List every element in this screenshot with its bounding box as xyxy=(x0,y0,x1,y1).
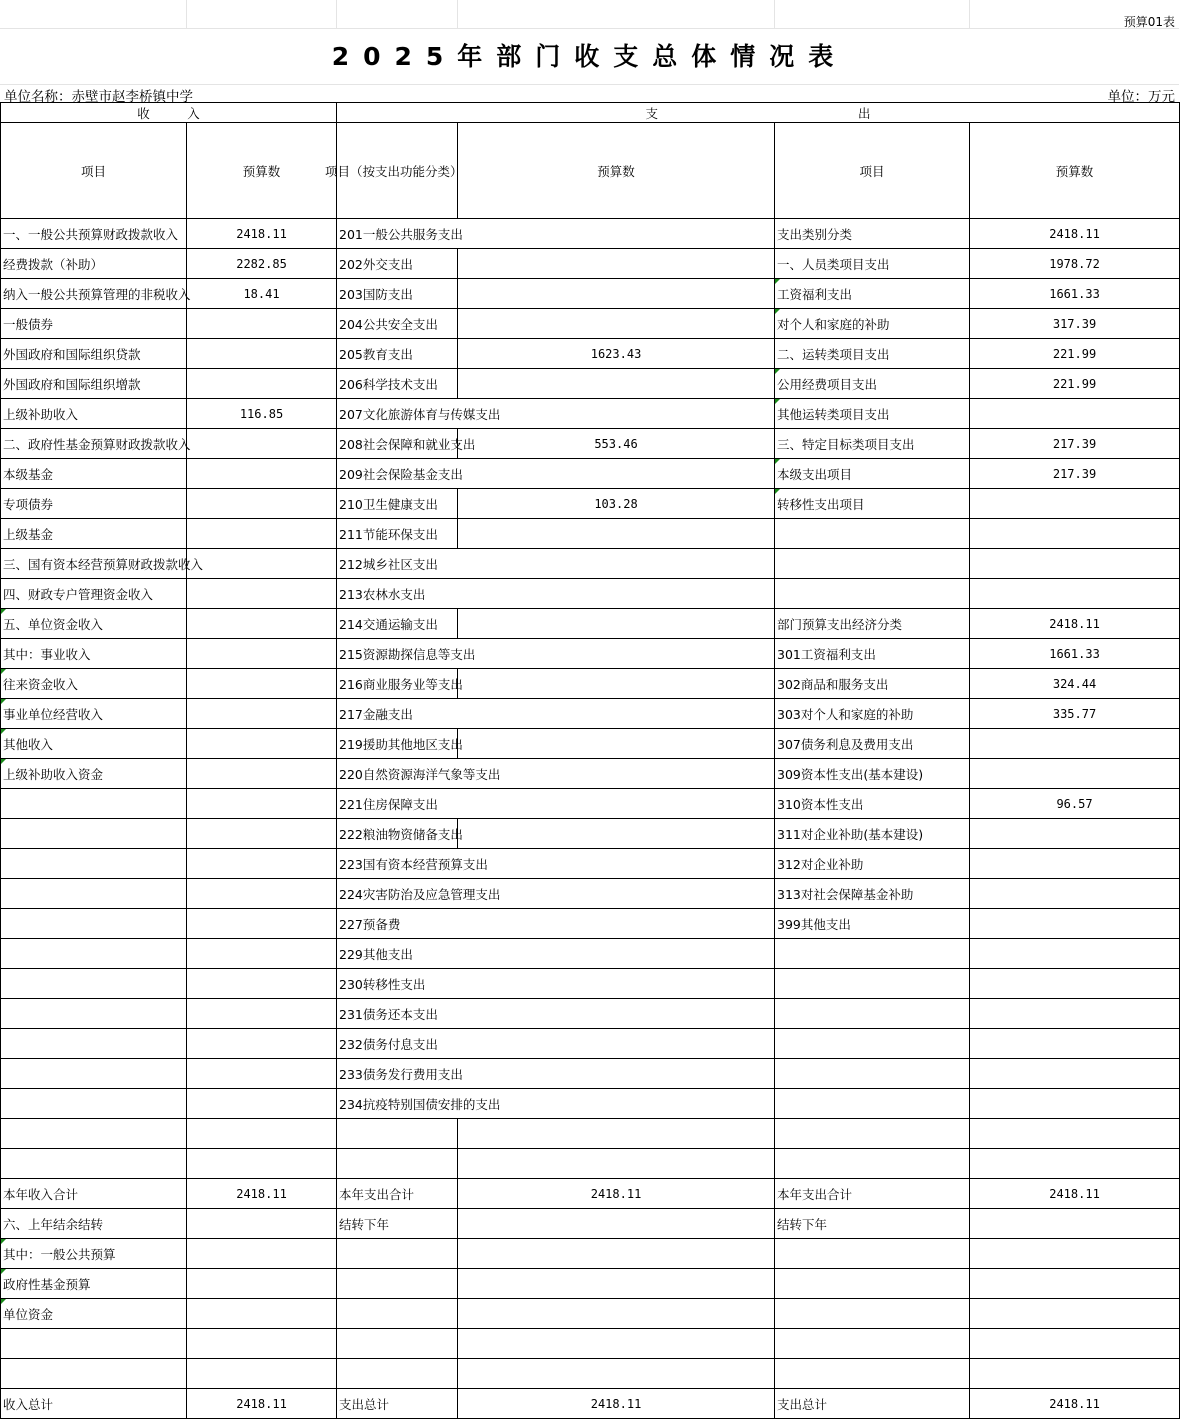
income-amount-cell[interactable]: 2418.11 xyxy=(187,1179,337,1209)
func-item-cell[interactable]: 207文化旅游体育与传媒支出 xyxy=(337,399,775,429)
table-row xyxy=(1,1329,1180,1359)
income-item-cell[interactable]: 上级基金 xyxy=(1,519,187,549)
type-item-cell[interactable] xyxy=(775,939,970,969)
type-item-cell[interactable]: 公用经费项目支出 xyxy=(775,369,970,399)
type-item-cell[interactable] xyxy=(775,1299,970,1329)
income-item-cell[interactable]: 其中：事业收入 xyxy=(1,639,187,669)
func-item-cell[interactable]: 216商业服务业等支出 xyxy=(337,669,458,699)
income-item-cell[interactable] xyxy=(1,819,187,849)
form-code: 预算01表 xyxy=(1123,15,1175,29)
func-item-cell[interactable]: 215资源勘探信息等支出 xyxy=(337,639,775,669)
func-amount-cell[interactable] xyxy=(458,1209,775,1239)
income-amount-cell[interactable] xyxy=(187,1239,337,1269)
table-row xyxy=(1,699,1180,729)
income-item-cell[interactable]: 收入总计 xyxy=(1,1389,187,1419)
income-item-cell[interactable] xyxy=(1,1359,187,1389)
table-row xyxy=(1,1239,1180,1269)
type-item-cell[interactable]: 307债务利息及费用支出 xyxy=(775,729,970,759)
func-amount-cell[interactable]: 2418.11 xyxy=(458,1179,775,1209)
income-amount-cell[interactable] xyxy=(187,1119,337,1149)
table-row xyxy=(1,849,1180,879)
type-item-cell[interactable] xyxy=(775,549,970,579)
table-row xyxy=(1,249,1180,279)
type-item-cell[interactable] xyxy=(775,1239,970,1269)
table-row xyxy=(1,789,1180,819)
type-item-cell[interactable]: 其他运转类项目支出 xyxy=(775,399,970,429)
table-row xyxy=(1,1089,1180,1119)
func-item-cell[interactable]: 222粮油物资储备支出 xyxy=(337,819,458,849)
func-amount-cell[interactable] xyxy=(458,249,775,279)
section-header-row xyxy=(1,103,1180,123)
gridline xyxy=(969,0,970,28)
type-amount-cell[interactable] xyxy=(970,909,1180,939)
func-amount-cell[interactable]: 103.28 xyxy=(458,489,775,519)
func-item-cell[interactable]: 227预备费 xyxy=(337,909,775,939)
income-amount-cell[interactable] xyxy=(187,999,337,1029)
func-amount-cell[interactable] xyxy=(458,1119,775,1149)
income-amount-cell[interactable] xyxy=(187,939,337,969)
income-amount-cell[interactable] xyxy=(187,1149,337,1179)
income-item-cell[interactable] xyxy=(1,969,187,999)
table-row xyxy=(1,879,1180,909)
table-row xyxy=(1,1209,1180,1239)
func-amount-cell[interactable] xyxy=(458,1359,775,1389)
type-item-cell[interactable]: 本年支出合计 xyxy=(775,1179,970,1209)
func-amount-cell[interactable] xyxy=(458,279,775,309)
income-amount-cell[interactable]: 2418.11 xyxy=(187,1389,337,1419)
amount-unit: 单位：万元 xyxy=(1107,89,1175,105)
type-amount-cell[interactable] xyxy=(970,819,1180,849)
func-amount-cell[interactable] xyxy=(458,1329,775,1359)
gridline xyxy=(336,0,337,28)
func-item-cell[interactable]: 221住房保障支出 xyxy=(337,789,775,819)
table-row xyxy=(1,1119,1180,1149)
type-amount-cell[interactable] xyxy=(970,1269,1180,1299)
table-row xyxy=(1,969,1180,999)
type-amount-cell[interactable]: 317.39 xyxy=(970,309,1180,339)
func-item-cell[interactable]: 209社会保险基金支出 xyxy=(337,459,775,489)
table-row xyxy=(1,909,1180,939)
func-amount-cell[interactable] xyxy=(458,729,775,759)
table-row xyxy=(1,279,1180,309)
func-item-cell[interactable] xyxy=(337,1299,458,1329)
func-amount-cell[interactable] xyxy=(458,669,775,699)
type-amount-cell[interactable]: 217.39 xyxy=(970,429,1180,459)
func-item-cell[interactable]: 支出总计 xyxy=(337,1389,458,1419)
func-item-cell[interactable]: 210卫生健康支出 xyxy=(337,489,458,519)
table-row xyxy=(1,399,1180,429)
func-item-header[interactable] xyxy=(325,123,463,219)
func-item-cell[interactable]: 203国防支出 xyxy=(337,279,458,309)
income-amount-cell[interactable] xyxy=(187,339,337,369)
income-amount-cell[interactable] xyxy=(187,1299,337,1329)
income-item-cell[interactable]: 本级基金 xyxy=(1,459,187,489)
func-item-cell[interactable]: 232债务付息支出 xyxy=(337,1029,775,1059)
table-row xyxy=(1,609,1180,639)
func-item-cell[interactable] xyxy=(337,1329,458,1359)
func-item-cell[interactable]: 结转下年 xyxy=(337,1209,458,1239)
func-item-cell[interactable]: 220自然资源海洋气象等支出 xyxy=(337,759,775,789)
income-item-cell[interactable]: 本年收入合计 xyxy=(1,1179,187,1209)
type-item-cell[interactable] xyxy=(775,1059,970,1089)
type-item-cell[interactable]: 部门预算支出经济分类 xyxy=(775,609,970,639)
type-item-cell[interactable]: 310资本性支出 xyxy=(775,789,970,819)
type-item-cell[interactable]: 本级支出项目 xyxy=(775,459,970,489)
func-item-cell[interactable]: 224灾害防治及应急管理支出 xyxy=(337,879,775,909)
table-row xyxy=(1,459,1180,489)
func-amount-cell[interactable] xyxy=(458,819,775,849)
income-item-cell[interactable] xyxy=(1,1059,187,1089)
func-item-cell[interactable]: 206科学技术支出 xyxy=(337,369,458,399)
table-row xyxy=(1,759,1180,789)
column-header-row xyxy=(1,123,1180,219)
type-item-cell[interactable]: 转移性支出项目 xyxy=(775,489,970,519)
income-amount-cell[interactable] xyxy=(187,729,337,759)
table-row xyxy=(1,939,1180,969)
table-row xyxy=(1,729,1180,759)
gridline xyxy=(457,0,458,28)
func-item-cell[interactable]: 231债务还本支出 xyxy=(337,999,775,1029)
type-item-cell[interactable] xyxy=(775,1119,970,1149)
income-item-cell[interactable] xyxy=(1,789,187,819)
func-item-cell[interactable]: 205教育支出 xyxy=(337,339,458,369)
income-amount-cell[interactable] xyxy=(187,609,337,639)
func-item-cell[interactable] xyxy=(337,1239,458,1269)
type-amount-cell[interactable] xyxy=(970,879,1180,909)
type-item-cell[interactable] xyxy=(775,1329,970,1359)
income-item-cell[interactable]: 外国政府和国际组织贷款 xyxy=(1,339,187,369)
type-item-cell[interactable]: 二、运转类项目支出 xyxy=(775,339,970,369)
income-item-cell[interactable]: 专项债券 xyxy=(1,489,187,519)
income-amount-cell[interactable] xyxy=(187,1329,337,1359)
func-amount-cell[interactable] xyxy=(458,609,775,639)
income-item-cell[interactable]: 四、财政专户管理资金收入 xyxy=(1,579,187,609)
table-row xyxy=(1,1059,1180,1089)
func-item-cell[interactable] xyxy=(337,1149,458,1179)
income-amount-cell[interactable] xyxy=(187,429,337,459)
type-amount-cell[interactable] xyxy=(970,999,1180,1029)
income-item-cell[interactable] xyxy=(1,909,187,939)
type-amount-cell[interactable] xyxy=(970,579,1180,609)
income-amount-header[interactable]: 预算数 xyxy=(187,123,337,219)
income-amount-cell[interactable] xyxy=(187,819,337,849)
page-title: 2025年部门收支总体情况表 xyxy=(331,42,848,71)
table-row xyxy=(1,1359,1180,1389)
type-amount-cell[interactable]: 335.77 xyxy=(970,699,1180,729)
income-item-cell[interactable]: 纳入一般公共预算管理的非税收入 xyxy=(1,279,187,309)
table-row xyxy=(1,1269,1180,1299)
type-amount-cell[interactable] xyxy=(970,489,1180,519)
income-item-cell[interactable]: 单位资金 xyxy=(1,1299,187,1329)
type-amount-cell[interactable]: 217.39 xyxy=(970,459,1180,489)
func-item-cell[interactable]: 201一般公共服务支出 xyxy=(337,219,775,249)
income-item-cell[interactable]: 其中：一般公共预算 xyxy=(1,1239,187,1269)
income-item-cell[interactable] xyxy=(1,879,187,909)
income-amount-cell[interactable] xyxy=(187,1209,337,1239)
income-item-cell[interactable]: 六、上年结余结转 xyxy=(1,1209,187,1239)
income-amount-cell[interactable] xyxy=(187,1029,337,1059)
income-amount-cell[interactable] xyxy=(187,879,337,909)
func-item-cell[interactable]: 213农林水支出 xyxy=(337,579,775,609)
func-item-cell[interactable] xyxy=(337,1359,458,1389)
func-amount-cell[interactable] xyxy=(458,1239,775,1269)
income-item-cell[interactable]: 事业单位经营收入 xyxy=(1,699,187,729)
type-item-cell[interactable] xyxy=(775,579,970,609)
func-amount-cell[interactable] xyxy=(458,1149,775,1179)
income-amount-cell[interactable] xyxy=(187,849,337,879)
income-item-header[interactable]: 项目 xyxy=(1,123,187,219)
type-item-cell[interactable]: 309资本性支出(基本建设) xyxy=(775,759,970,789)
top-gridlines xyxy=(0,0,1179,28)
type-amount-cell[interactable]: 221.99 xyxy=(970,369,1180,399)
income-amount-cell[interactable] xyxy=(187,519,337,549)
type-amount-cell[interactable] xyxy=(970,969,1180,999)
type-item-cell[interactable]: 三、特定目标类项目支出 xyxy=(775,429,970,459)
income-item-cell[interactable]: 经费拨款（补助） xyxy=(1,249,187,279)
func-item-cell[interactable]: 202外交支出 xyxy=(337,249,458,279)
type-amount-cell[interactable] xyxy=(970,1359,1180,1389)
budget-table xyxy=(0,102,1180,1419)
income-amount-cell[interactable] xyxy=(187,789,337,819)
func-item-cell[interactable]: 233债务发行费用支出 xyxy=(337,1059,775,1089)
income-item-cell[interactable]: 一般债券 xyxy=(1,309,187,339)
type-item-cell[interactable]: 301工资福利支出 xyxy=(775,639,970,669)
func-item-cell[interactable] xyxy=(337,1119,458,1149)
income-amount-cell[interactable]: 2282.85 xyxy=(187,249,337,279)
type-amount-cell[interactable] xyxy=(970,1239,1180,1269)
func-amount-cell[interactable]: 553.46 xyxy=(458,429,775,459)
income-amount-cell[interactable]: 18.41 xyxy=(187,279,337,309)
func-amount-cell[interactable] xyxy=(458,519,775,549)
type-amount-cell[interactable]: 1661.33 xyxy=(970,639,1180,669)
func-item-cell[interactable]: 214交通运输支出 xyxy=(337,609,458,639)
func-item-cell[interactable]: 219援助其他地区支出 xyxy=(337,729,458,759)
income-amount-cell[interactable] xyxy=(187,549,337,579)
type-item-cell[interactable]: 支出总计 xyxy=(775,1389,970,1419)
type-amount-cell[interactable] xyxy=(970,1059,1180,1089)
type-amount-cell[interactable] xyxy=(970,939,1180,969)
type-amount-cell[interactable]: 324.44 xyxy=(970,669,1180,699)
func-item-cell[interactable]: 223国有资本经营预算支出 xyxy=(337,849,775,879)
income-amount-cell[interactable]: 2418.11 xyxy=(187,219,337,249)
func-item-cell[interactable]: 229其他支出 xyxy=(337,939,775,969)
income-item-cell[interactable] xyxy=(1,939,187,969)
type-item-cell[interactable]: 399其他支出 xyxy=(775,909,970,939)
income-item-cell[interactable] xyxy=(1,1149,187,1179)
func-amount-cell[interactable]: 2418.11 xyxy=(458,1389,775,1419)
table-row xyxy=(1,309,1180,339)
func-amount-cell[interactable] xyxy=(458,1269,775,1299)
type-item-cell[interactable] xyxy=(775,1359,970,1389)
income-amount-cell[interactable] xyxy=(187,1269,337,1299)
table-row xyxy=(1,999,1180,1029)
income-section-header[interactable]: 收 入 xyxy=(1,103,337,123)
income-amount-cell[interactable] xyxy=(187,1359,337,1389)
func-amount-cell[interactable] xyxy=(458,369,775,399)
func-amount-header[interactable]: 预算数 xyxy=(458,123,775,219)
income-item-cell[interactable] xyxy=(1,1119,187,1149)
gridline xyxy=(774,0,775,28)
unit-name: 单位名称：赤壁市赵李桥镇中学 xyxy=(4,89,193,105)
type-item-cell[interactable]: 结转下年 xyxy=(775,1209,970,1239)
type-amount-cell[interactable] xyxy=(970,1119,1180,1149)
func-item-cell[interactable]: 212城乡社区支出 xyxy=(337,549,775,579)
type-item-cell[interactable]: 311对企业补助(基本建设) xyxy=(775,819,970,849)
type-amount-cell[interactable]: 1661.33 xyxy=(970,279,1180,309)
income-item-cell[interactable]: 其他收入 xyxy=(1,729,187,759)
income-item-cell[interactable]: 上级补助收入 xyxy=(1,399,187,429)
type-amount-cell[interactable]: 96.57 xyxy=(970,789,1180,819)
table-row xyxy=(1,1149,1180,1179)
table-row xyxy=(1,369,1180,399)
type-item-cell[interactable]: 313对社会保障基金补助 xyxy=(775,879,970,909)
expenditure-section-header[interactable]: 支 出 xyxy=(337,103,1180,123)
table-row xyxy=(1,1179,1180,1209)
type-amount-cell[interactable]: 2418.11 xyxy=(970,1179,1180,1209)
table-row xyxy=(1,1029,1180,1059)
type-amount-cell[interactable] xyxy=(970,1329,1180,1359)
income-amount-cell[interactable] xyxy=(187,1059,337,1089)
type-amount-cell[interactable] xyxy=(970,399,1180,429)
income-item-cell[interactable] xyxy=(1,999,187,1029)
income-amount-cell[interactable] xyxy=(187,909,337,939)
type-amount-cell[interactable] xyxy=(970,759,1180,789)
income-item-cell[interactable]: 三、国有资本经营预算财政拨款收入 xyxy=(1,549,187,579)
func-amount-cell[interactable] xyxy=(458,1299,775,1329)
type-amount-cell[interactable] xyxy=(970,549,1180,579)
type-amount-header[interactable]: 预算数 xyxy=(970,123,1180,219)
func-item-header-text: 项目（按支出功能分类） xyxy=(325,163,463,179)
type-amount-cell[interactable]: 2418.11 xyxy=(970,219,1180,249)
type-item-cell[interactable]: 303对个人和家庭的补助 xyxy=(775,699,970,729)
table-row xyxy=(1,579,1180,609)
type-amount-cell[interactable]: 2418.11 xyxy=(970,609,1180,639)
income-amount-cell[interactable] xyxy=(187,669,337,699)
table-row xyxy=(1,819,1180,849)
income-item-cell[interactable] xyxy=(1,849,187,879)
income-amount-cell[interactable] xyxy=(187,759,337,789)
table-row xyxy=(1,639,1180,669)
func-item-cell[interactable]: 211节能环保支出 xyxy=(337,519,458,549)
income-item-cell[interactable]: 上级补助收入资金 xyxy=(1,759,187,789)
income-amount-cell[interactable]: 116.85 xyxy=(187,399,337,429)
type-amount-cell[interactable] xyxy=(970,519,1180,549)
income-amount-cell[interactable] xyxy=(187,699,337,729)
table-row xyxy=(1,1389,1180,1419)
income-amount-cell[interactable] xyxy=(187,1089,337,1119)
func-item-cell[interactable] xyxy=(337,1269,458,1299)
type-item-cell[interactable]: 302商品和服务支出 xyxy=(775,669,970,699)
type-amount-cell[interactable] xyxy=(970,1299,1180,1329)
table-row xyxy=(1,519,1180,549)
func-item-cell[interactable]: 204公共安全支出 xyxy=(337,309,458,339)
func-item-cell[interactable]: 230转移性支出 xyxy=(337,969,775,999)
func-item-cell[interactable]: 234抗疫特别国债安排的支出 xyxy=(337,1089,775,1119)
type-item-cell[interactable] xyxy=(775,1149,970,1179)
income-amount-cell[interactable] xyxy=(187,579,337,609)
table-row xyxy=(1,429,1180,459)
type-item-header[interactable]: 项目 xyxy=(775,123,970,219)
income-item-cell[interactable] xyxy=(1,1029,187,1059)
func-item-cell[interactable]: 208社会保障和就业支出 xyxy=(337,429,458,459)
type-item-cell[interactable] xyxy=(775,1029,970,1059)
type-item-cell[interactable]: 工资福利支出 xyxy=(775,279,970,309)
type-amount-cell[interactable]: 221.99 xyxy=(970,339,1180,369)
type-item-cell[interactable]: 对个人和家庭的补助 xyxy=(775,309,970,339)
type-item-cell[interactable]: 支出类别分类 xyxy=(775,219,970,249)
table-row xyxy=(1,1299,1180,1329)
type-item-cell[interactable] xyxy=(775,969,970,999)
type-amount-cell[interactable] xyxy=(970,729,1180,759)
income-item-cell[interactable]: 政府性基金预算 xyxy=(1,1269,187,1299)
type-amount-cell[interactable]: 2418.11 xyxy=(970,1389,1180,1419)
func-amount-cell[interactable] xyxy=(458,309,775,339)
income-amount-cell[interactable] xyxy=(187,969,337,999)
func-amount-cell[interactable]: 1623.43 xyxy=(458,339,775,369)
income-item-cell[interactable]: 五、单位资金收入 xyxy=(1,609,187,639)
income-amount-cell[interactable] xyxy=(187,639,337,669)
type-amount-cell[interactable] xyxy=(970,1209,1180,1239)
table-row xyxy=(1,489,1180,519)
income-item-cell[interactable] xyxy=(1,1329,187,1359)
type-amount-cell[interactable] xyxy=(970,1089,1180,1119)
table-row xyxy=(1,339,1180,369)
type-amount-cell[interactable] xyxy=(970,1029,1180,1059)
type-amount-cell[interactable]: 1978.72 xyxy=(970,249,1180,279)
table-row xyxy=(1,219,1180,249)
income-item-cell[interactable]: 往来资金收入 xyxy=(1,669,187,699)
table-row xyxy=(1,669,1180,699)
type-item-cell[interactable] xyxy=(775,1089,970,1119)
type-amount-cell[interactable] xyxy=(970,1149,1180,1179)
func-item-cell[interactable]: 本年支出合计 xyxy=(337,1179,458,1209)
type-item-cell[interactable]: 312对企业补助 xyxy=(775,849,970,879)
income-item-cell[interactable]: 外国政府和国际组织增款 xyxy=(1,369,187,399)
type-item-cell[interactable] xyxy=(775,1269,970,1299)
type-item-cell[interactable]: 一、人员类项目支出 xyxy=(775,249,970,279)
income-amount-cell[interactable] xyxy=(187,459,337,489)
income-item-cell[interactable]: 二、政府性基金预算财政拨款收入 xyxy=(1,429,187,459)
type-item-cell[interactable] xyxy=(775,999,970,1029)
func-item-cell[interactable]: 217金融支出 xyxy=(337,699,775,729)
type-item-cell[interactable] xyxy=(775,519,970,549)
income-item-cell[interactable]: 一、一般公共预算财政拨款收入 xyxy=(1,219,187,249)
gridline xyxy=(186,0,187,28)
income-amount-cell[interactable] xyxy=(187,489,337,519)
income-amount-cell[interactable] xyxy=(187,369,337,399)
income-amount-cell[interactable] xyxy=(187,309,337,339)
income-item-cell[interactable] xyxy=(1,1089,187,1119)
type-amount-cell[interactable] xyxy=(970,849,1180,879)
table-row xyxy=(1,549,1180,579)
